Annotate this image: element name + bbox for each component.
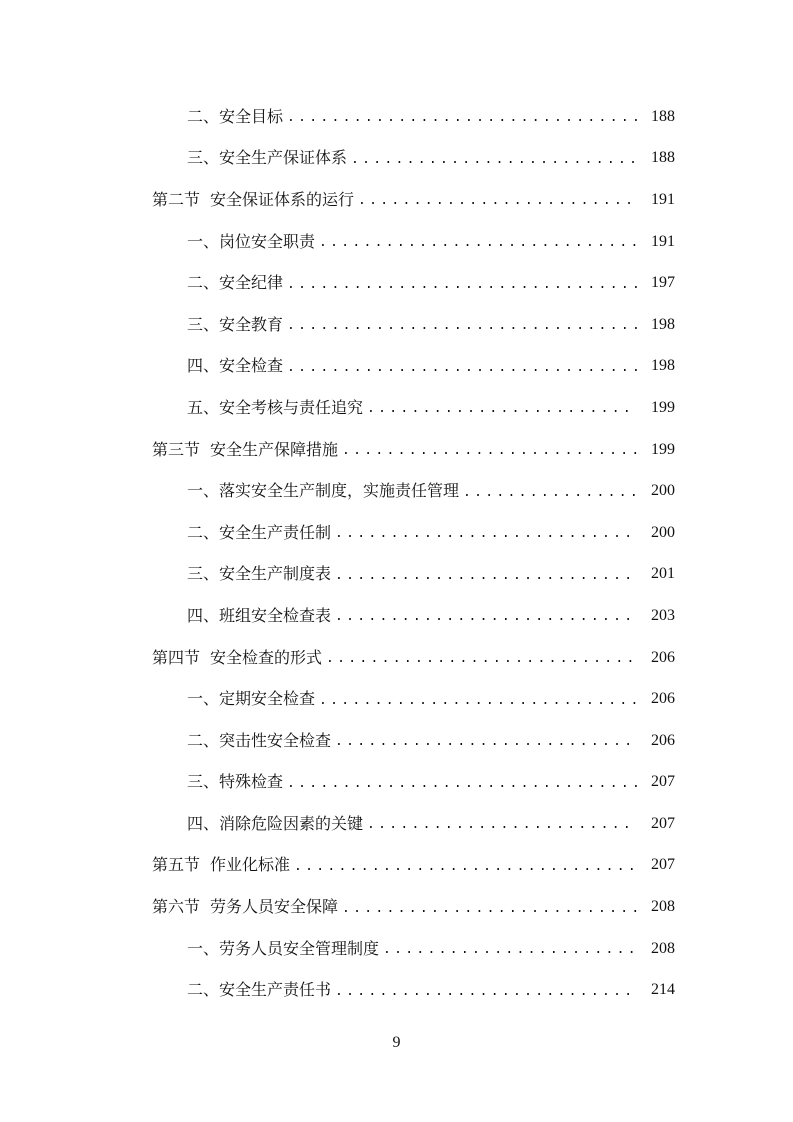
toc-page-number: 214: [651, 981, 675, 999]
toc-entry-title: 三、安全教育: [187, 314, 284, 334]
toc-dot-leader: [287, 775, 637, 790]
toc-entry-title: 安全保证体系的运行: [210, 189, 355, 209]
toc-section-number: 第三节: [152, 439, 201, 459]
table-of-contents: [0, 96, 793, 1011]
toc-entry-label: [187, 106, 287, 126]
toc-entry-label: [187, 275, 287, 291]
toc-page-number: 206: [651, 731, 675, 749]
toc-entry-label: [187, 691, 319, 707]
toc-entry-title: 一、劳务人员安全管理制度: [187, 938, 380, 958]
toc-entry[interactable]: [0, 221, 675, 263]
toc-page-number: 188: [651, 149, 675, 167]
toc-section-entry[interactable]: [0, 845, 675, 887]
toc-entry-title: 作业化标准: [210, 855, 291, 875]
toc-entry-title: 三、安全生产保证体系: [187, 148, 348, 168]
toc-page-number: 208: [651, 939, 675, 957]
toc-entry-label: [187, 813, 367, 833]
toc-page-number: 191: [651, 190, 675, 208]
toc-dot-leader: [383, 941, 637, 956]
toc-dot-leader: [294, 858, 637, 873]
toc-entry-title: 二、安全纪律: [187, 273, 284, 293]
toc-page-number: 198: [651, 315, 675, 333]
toc-dot-leader: [367, 816, 637, 831]
toc-entry[interactable]: [0, 928, 675, 970]
toc-dot-leader: [326, 650, 637, 665]
toc-entry-label: [152, 899, 342, 915]
toc-entry-label: [187, 938, 383, 958]
toc-page-number: 207: [651, 814, 675, 832]
toc-page-number: 206: [651, 648, 675, 666]
toc-entry-title: 四、消除危险因素的关键: [187, 813, 364, 833]
toc-page-number: 207: [651, 856, 675, 874]
toc-page-number: 200: [651, 523, 675, 541]
toc-entry-label: [187, 150, 351, 166]
toc-entry-label: [152, 189, 358, 209]
toc-entry-label: [187, 774, 287, 790]
toc-entry-label: [152, 647, 326, 667]
toc-entry-title: 安全检查的形式: [210, 647, 323, 667]
toc-dot-leader: [342, 900, 637, 915]
toc-section-entry[interactable]: [0, 886, 675, 928]
toc-entry-title: 安全生产保障措施: [210, 439, 339, 459]
toc-entry-label: [187, 397, 367, 417]
toc-dot-leader: [287, 276, 637, 291]
toc-entry[interactable]: [0, 554, 675, 596]
toc-entry-title: 二、突击性安全检查: [187, 730, 332, 750]
toc-dot-leader: [287, 317, 637, 332]
toc-entry[interactable]: [0, 678, 675, 720]
toc-entry[interactable]: [0, 512, 675, 554]
toc-page-number: 199: [651, 440, 675, 458]
toc-dot-leader: [335, 608, 637, 623]
toc-dot-leader: [335, 567, 637, 582]
toc-page-number: 207: [651, 773, 675, 791]
toc-page-number: 200: [651, 482, 675, 500]
toc-entry[interactable]: [0, 969, 675, 1011]
toc-entry-label: [187, 730, 335, 750]
toc-page-number: 206: [651, 690, 675, 708]
toc-entry-label: [187, 605, 335, 625]
toc-dot-leader: [319, 234, 637, 249]
toc-dot-leader: [367, 400, 637, 415]
toc-dot-leader: [351, 151, 637, 166]
toc-entry[interactable]: [0, 346, 675, 388]
toc-entry-title: 二、安全生产责任制: [187, 522, 332, 542]
toc-page-number: 208: [651, 898, 675, 916]
toc-entry-title: 一、定期安全检查: [187, 689, 316, 709]
toc-entry-title: 劳务人员安全保障: [210, 897, 339, 917]
toc-entry-title: 二、安全生产责任书: [187, 980, 332, 1000]
toc-entry-title: 二、安全目标: [187, 106, 284, 126]
toc-entry-title: 一、落实安全生产制度，实施责任管理: [187, 481, 460, 501]
toc-dot-leader: [335, 733, 637, 748]
toc-dot-leader: [319, 692, 637, 707]
toc-section-entry[interactable]: [0, 179, 675, 221]
toc-section-number: 第二节: [152, 189, 201, 209]
toc-entry[interactable]: [0, 595, 675, 637]
toc-entry-title: 四、班组安全检查表: [187, 605, 332, 625]
toc-entry-label: [187, 483, 463, 499]
toc-section-entry[interactable]: [0, 637, 675, 679]
toc-dot-leader: [335, 983, 637, 998]
toc-entry[interactable]: [0, 262, 675, 304]
toc-entry-label: [187, 982, 335, 998]
toc-dot-leader: [287, 359, 637, 374]
toc-dot-leader: [342, 442, 637, 457]
toc-section-entry[interactable]: [0, 429, 675, 471]
toc-entry-label: [152, 439, 342, 459]
toc-page-number: 198: [651, 357, 675, 375]
toc-entry[interactable]: [0, 96, 675, 138]
toc-dot-leader: [287, 109, 637, 124]
toc-entry[interactable]: [0, 720, 675, 762]
toc-entry[interactable]: [0, 304, 675, 346]
toc-entry[interactable]: [0, 470, 675, 512]
toc-dot-leader: [335, 525, 637, 540]
toc-entry[interactable]: [0, 762, 675, 804]
toc-entry-title: 三、特殊检查: [187, 772, 284, 792]
toc-section-number: 第四节: [152, 647, 201, 667]
toc-section-number: 第六节: [152, 897, 201, 917]
toc-page-number: 201: [651, 565, 675, 583]
toc-entry-label: [187, 522, 335, 542]
page-number: 9: [392, 1034, 401, 1051]
toc-entry-title: 四、安全检查: [187, 356, 284, 376]
toc-entry-label: [187, 314, 287, 334]
toc-entry-title: 五、安全考核与责任追究: [187, 397, 364, 417]
toc-entry-title: 一、岗位安全职责: [187, 231, 316, 251]
toc-page-number: 203: [651, 606, 675, 624]
toc-page-number: 191: [651, 232, 675, 250]
toc-entry-label: [187, 358, 287, 374]
toc-entry-label: [152, 857, 294, 873]
toc-entry-title: 三、安全生产制度表: [187, 564, 332, 584]
toc-entry-label: [187, 231, 319, 251]
toc-dot-leader: [358, 192, 637, 207]
toc-entry[interactable]: [0, 138, 675, 180]
toc-dot-leader: [463, 484, 637, 499]
toc-section-number: 第五节: [152, 855, 201, 875]
toc-page-number: 199: [651, 398, 675, 416]
toc-page-number: 197: [651, 274, 675, 292]
toc-page-number: 188: [651, 107, 675, 125]
toc-entry-label: [187, 566, 335, 582]
toc-entry[interactable]: [0, 387, 675, 429]
toc-entry[interactable]: [0, 803, 675, 845]
